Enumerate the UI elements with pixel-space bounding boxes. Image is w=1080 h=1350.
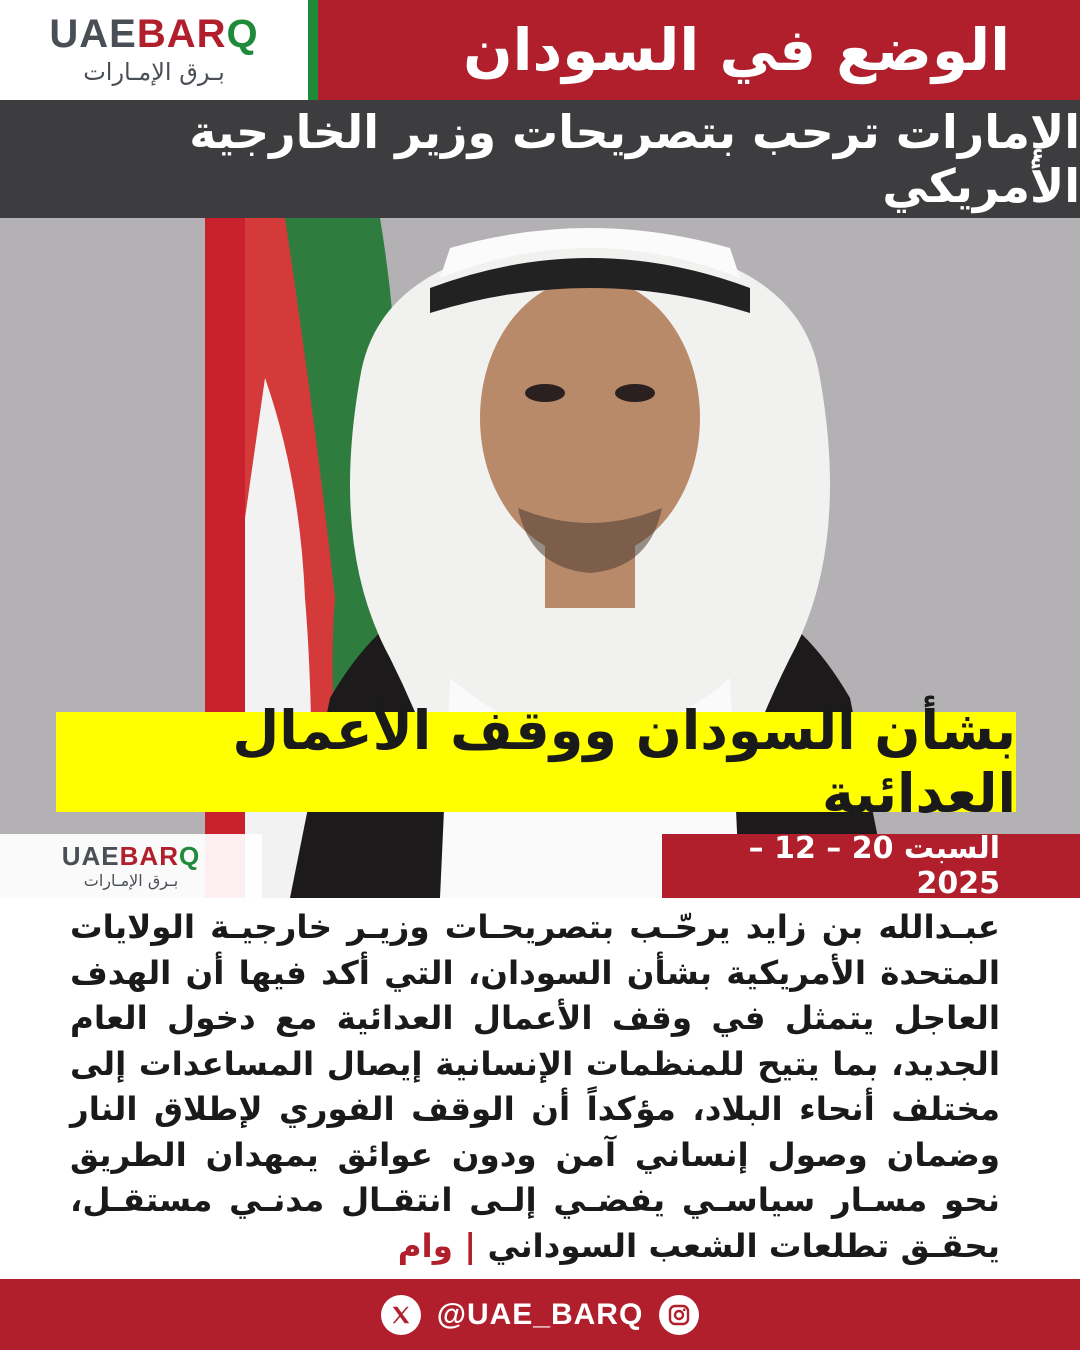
- instagram-icon[interactable]: [659, 1295, 699, 1335]
- caption-text: بشأن السودان ووقف الأعمال العدائية: [232, 699, 1016, 825]
- brand-logo-arabic: بـرق الإمـارات: [83, 58, 225, 86]
- social-handle[interactable]: @UAE_BARQ: [436, 1297, 644, 1331]
- watermark-logo-arabic: بـرق الإمـارات: [83, 870, 179, 890]
- date-banner: [662, 831, 1080, 901]
- section-title: الوضع في السودان: [463, 16, 1010, 84]
- header-divider: [308, 0, 318, 100]
- footer-bar: [0, 1279, 1080, 1350]
- brand-logo-latin: UAEBARQ: [49, 12, 259, 56]
- x-twitter-icon[interactable]: [381, 1295, 421, 1335]
- brand-logo: [0, 0, 308, 100]
- watermark-logo-latin: UAEBARQ: [61, 840, 201, 871]
- source-label: وام: [397, 1226, 453, 1265]
- headline-banner: [0, 100, 1080, 218]
- source-separator: |: [464, 1226, 477, 1265]
- date-text: السبت 20 – 12 – 2025: [748, 831, 1000, 901]
- watermark-logo: [0, 834, 262, 898]
- headline-text: الإمارات ترحب بتصريحات وزير الخارجية الأمريكي: [189, 105, 1080, 213]
- section-banner: [318, 0, 1080, 100]
- article-text: عبـدالله بن زايد يرحّـب بتصريحـات وزيـر خارجيـة الولايات المتحدة الأمريكية بشأن السودان، التي أكد فيها أن الهدف العاجل يتمثل في وقف الأعمال العدائية مع دخول العام الجديد، بما يتيح للمنظمات الإنسانية إيصال المساعدات إلى مختلف أنحاء البلاد، مؤكداً أن الوقف الفوري لإطلاق النار وضمان وصول إنساني آمن ودون عوائق يمهدان الطريق نحو مسـار سياسـي يفضـي إلـى انتقـال مدنـي مستقـل، يحقـق تطلعات الشعب السوداني: [70, 908, 1000, 1265]
- highlight-caption: [56, 699, 1016, 825]
- article-body: [70, 905, 1000, 1275]
